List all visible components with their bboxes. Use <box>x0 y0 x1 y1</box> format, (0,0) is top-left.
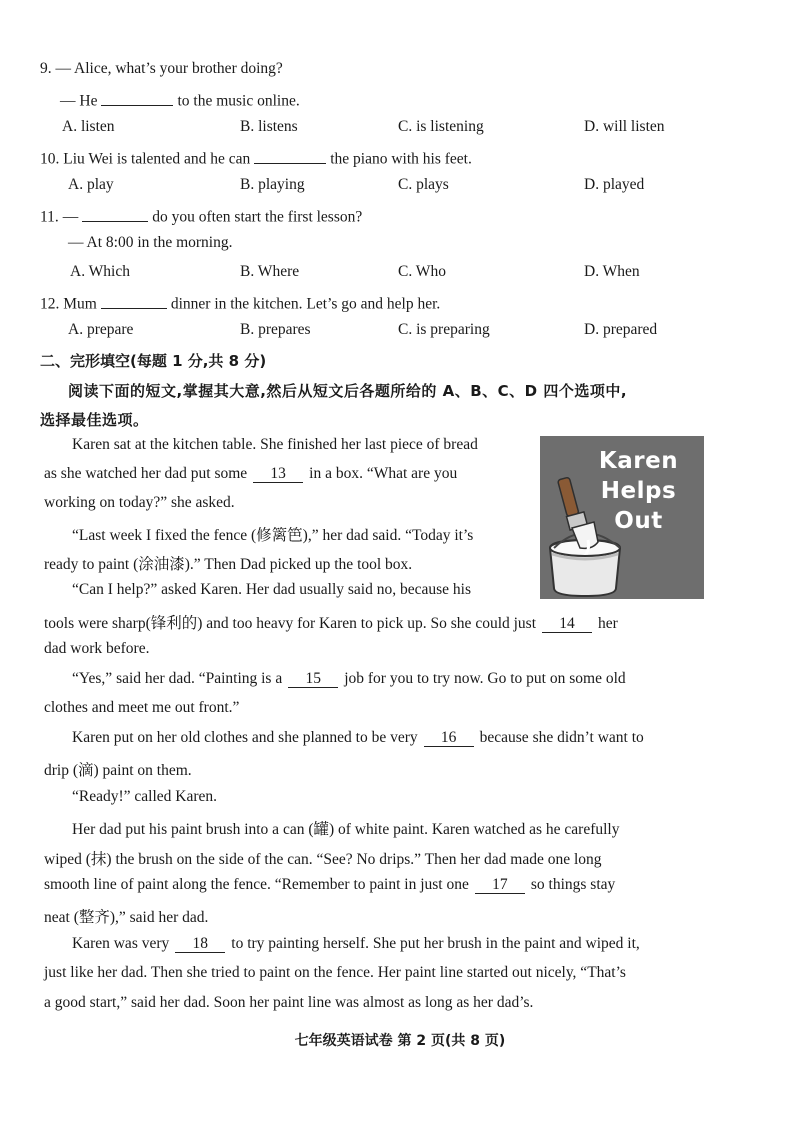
passage-line: drip (滴) paint on them. <box>44 762 192 779</box>
answer-blank[interactable] <box>101 89 173 106</box>
passage-line: clothes and meet me out front.” <box>44 699 240 716</box>
option-d[interactable]: D. played <box>584 176 645 193</box>
section-title: 二、完形填空(每题 1 分,共 8 分) <box>40 352 267 370</box>
option-b[interactable]: B. Where <box>240 263 300 280</box>
passage-text: as she watched her dad put some <box>44 465 248 482</box>
option-c[interactable]: C. is preparing <box>398 321 490 338</box>
option-c[interactable]: C. is listening <box>398 118 484 135</box>
passage-text: tools were sharp(锋利的) and too heavy for Karen to pick up. So she could just <box>44 615 537 632</box>
blank-16[interactable]: 16 <box>424 729 474 747</box>
passage-text: Karen was very <box>72 935 170 952</box>
question-11-stem <box>40 205 362 227</box>
option-a[interactable]: A. prepare <box>68 321 134 338</box>
illustration-title-line: Helps <box>600 478 677 504</box>
option-d[interactable]: D. prepared <box>584 321 658 338</box>
question-10-stem <box>40 147 472 169</box>
question-text: to the music online. <box>177 92 300 110</box>
question-text: the piano with his feet. <box>330 150 472 168</box>
option-b[interactable]: B. prepares <box>240 321 311 338</box>
passage-line: “Ready!” called Karen. <box>72 788 218 805</box>
option-c[interactable]: C. Who <box>398 263 446 280</box>
passage-line: neat (整齐),” said her dad. <box>44 909 209 926</box>
answer-blank[interactable] <box>254 147 326 164</box>
question-number: 12. <box>40 295 60 313</box>
option-d[interactable]: D. will listen <box>584 118 665 135</box>
option-b[interactable]: B. playing <box>240 176 305 193</box>
passage-line: just like her dad. Then she tried to paint on the fence. Her paint line started out nicely, “That’s <box>44 964 626 981</box>
passage-line: ready to paint (涂油漆).” Then Dad picked up the tool box. <box>44 556 413 573</box>
passage-line <box>72 729 644 747</box>
passage-text: so things stay <box>530 876 616 893</box>
question-text: — At 8:00 in the morning. <box>68 234 233 251</box>
passage-line: Her dad put his paint brush into a can (罐) of white paint. Karen watched as he carefully <box>72 821 620 838</box>
passage-text: in a box. “What are you <box>309 465 458 482</box>
passage-line: Karen sat at the kitchen table. She finished her last piece of bread <box>72 436 478 453</box>
question-text: — He <box>60 92 98 110</box>
passage-text: Karen put on her old clothes and she planned to be very <box>72 729 418 746</box>
passage-line <box>44 611 618 633</box>
blank-17[interactable]: 17 <box>475 876 525 894</box>
blank-15[interactable]: 15 <box>288 670 338 688</box>
question-number: 9. <box>40 60 52 77</box>
passage-line: wiped (抹) the brush on the side of the can. “See? No drips.” Then her dad made one long <box>44 851 602 868</box>
blank-14[interactable]: 14 <box>542 615 592 633</box>
option-a[interactable]: A. listen <box>62 118 115 135</box>
page-footer: 七年级英语试卷 第 2 页(共 8 页) <box>294 1033 506 1049</box>
option-d[interactable]: D. When <box>584 263 640 280</box>
blank-13[interactable]: 13 <box>253 465 303 483</box>
question-number: 10. <box>40 150 60 168</box>
question-text: Liu Wei is talented and he can <box>63 150 251 168</box>
question-12-stem <box>40 292 440 314</box>
passage-line: “Last week I fixed the fence (修篱笆),” her dad said. “Today it’s <box>72 527 474 544</box>
section-instruction-line-1: 阅读下面的短文,掌握其大意,然后从短文后各题所给的 A、B、C、D 四个选项中, <box>68 382 628 400</box>
question-11-answer-line <box>68 234 232 252</box>
illustration <box>540 436 704 599</box>
passage-text: to try painting herself. She put her brush in the paint and wiped it, <box>231 935 640 952</box>
passage-text: job for you to try now. Go to put on some old <box>344 670 626 687</box>
question-text: do you often start the first lesson? <box>152 208 363 226</box>
question-9-answer-line <box>60 89 300 111</box>
section-instruction-line-2: 选择最佳选项。 <box>40 411 149 429</box>
option-c[interactable]: C. plays <box>398 176 449 193</box>
option-a[interactable]: A. Which <box>70 263 130 280</box>
passage-line <box>44 876 615 894</box>
passage-line: “Can I help?” asked Karen. Her dad usually said no, because his <box>72 581 471 598</box>
question-number: 11. <box>40 208 59 226</box>
passage-line: dad work before. <box>44 640 150 657</box>
option-b[interactable]: B. listens <box>240 118 298 135</box>
passage-line <box>72 935 640 953</box>
question-text: Mum <box>63 295 97 313</box>
passage-line <box>72 670 626 688</box>
answer-blank[interactable] <box>101 292 167 309</box>
question-text: — Alice, what’s your brother doing? <box>55 60 283 77</box>
passage-line <box>44 465 457 483</box>
question-9-stem <box>40 60 283 78</box>
passage-text: smooth line of paint along the fence. “Remember to paint in just one <box>44 876 469 893</box>
question-text: dinner in the kitchen. Let’s go and help her. <box>170 295 441 313</box>
question-text: — <box>62 208 79 226</box>
passage-text: because she didn’t want to <box>479 729 644 746</box>
answer-blank[interactable] <box>82 205 148 222</box>
blank-18[interactable]: 18 <box>175 935 225 953</box>
passage-text: her <box>598 615 618 632</box>
paint-brush-can-icon <box>540 436 704 599</box>
option-a[interactable]: A. play <box>68 176 114 193</box>
illustration-title-line: Karen <box>598 448 679 474</box>
passage-text: “Yes,” said her dad. “Painting is a <box>72 670 283 687</box>
passage-line: working on today?” she asked. <box>44 494 235 511</box>
passage-line: a good start,” said her dad. Soon her paint line was almost as long as her dad’s. <box>44 994 534 1011</box>
illustration-title-line: Out <box>614 508 663 534</box>
